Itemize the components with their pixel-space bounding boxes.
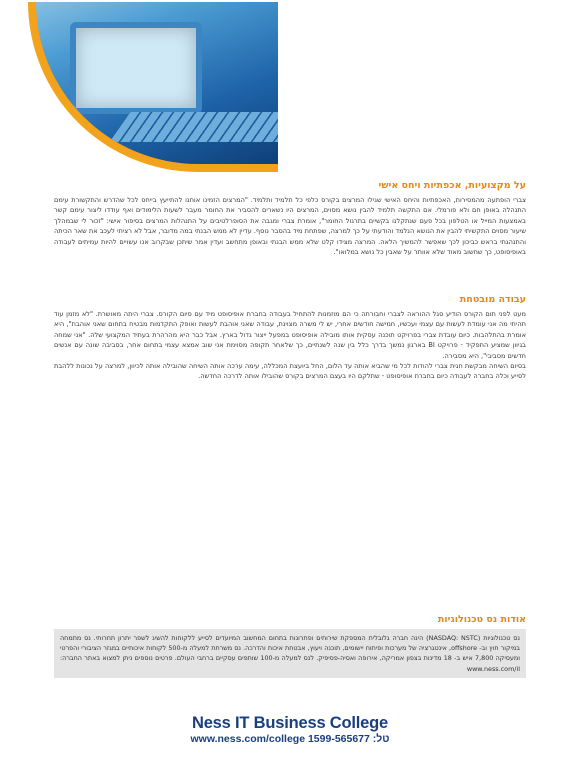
section-professionalism [54,180,526,257]
about-text: נס טכנולוגיות (NASDAQ: NSTC) הינה חברה גלובלית המספקת שירותים ופתרונות בתחום המחשוב המיועדים לסייע ללקוחות להשיג לשפר יתרון תחרותי. נס מתמחה במיקור חוץ וב- offshore, אינטגרציה של מערכות ופיתוח יישומים, תוכנה ויעוץ, אבטחת איכות והדרכה. נס משרתת למעלה מ-500 לקוחות איכותיים במגזר הציבורי והפרטי ומעסיקה 7,800 איש ב- 18 מדינות בצפון אמריקה, אירופה ואסיה-פסיפיק. לנס למעלה מ-100 שותפים עסקיים ברחבי העולם. פרטים נוספים ניתן למצוא באתר החברה: www.ness.com/il [60,634,521,673]
section-paragraph: מעט לפני תום הקורס הודיע סגל ההוראה לצברי וחבורתה כי הם מוזמנות להתחיל בעבודה בחברת אופיסופט מיד עם סיום הקורס. צברי היתה מאושרת. "לא מזמן עוד תהיתי מה אני עומדת לעשות עם עצמי ועכשיו, חמישה חודשים אחרי, יש לי משרה מצוינת, עבודה שאני אוהבת לעשות ואופק התקדמות מבטיח בתחום שאני אוהבת", היא אומרת בהתלהבות. כיום עובדת צברי בפרויקט תוכנה עסקית אותו מובילה אופיסופט במפעל ייצור גדול בארץ. אבל כבר היא מהרהרת בעתיד המקצועי שלה. "אני שמחה בגיוון שמציע התפקיד - פרויקט BI בארגון נמשך בדרך כלל בין שנה לשנתיים, כך שלאחר תקופה מסוימת אני שוב אמצא עצמי בתחום אחר, בסביבה שונה עם אנשים חדשים מסביבי", היא מסבירה. [54,310,526,360]
college-contact: www.ness.com/college 1599-565677 :טל [190,733,390,745]
hero-image [28,2,292,172]
college-name: Ness IT Business College [191,714,389,732]
section-heading: עבודה מובטחת [459,294,526,305]
photo-frame [28,2,278,172]
about-box [54,629,526,678]
section-paragraph: צברי הופתעה מהמסירות, האכפתיות והיחס האישי שגילו המרצים בקורס כלפי כל תלמיד ותלמיד. "המרצים הזמינו אותנו להתייעץ בייחס לכל שהדרש והתקשורת עימם התנהלה באופן חם ולא פורמלי. אם התקשה תלמיד להבין נושא מסוים, המרצים היו נשארים להסביר את החומר מעבר לשעות הלימודים ואף עודדו ליצור עימם קשר באמצעות המייל או הטלפון בכל פעם שנתקלנו בקשיים בתרגול החומר", אומרת צברי ומגבה את הסופרלטיבים על התנהלות המרצים בסיפור אישי: "זכור לי שבמהלך שיעור מסוים התקשיתי להבין את הנושא הנלמד והודעתי על כך למרצה, שפתחת מיד בהסבר נוסף. עדיין לא ממש הבנתי במה מדובר, אבל לא רציתי לעכב את שאר הכיתה והתנהגתי בראש כביכון לכך שאפשר להמשיך הלאה. המרצה מצידו קלט שלא ממש הבנתי ובאופן מתחשב ועדין אמר שיתכן שבקרוב אנו עשויים להיות עמיתים לעבודה באופיסופט, כך שחשוב מאוד שלא אוותר על שאבין כל נושא במלואו". [53,196,526,257]
about-heading: אודות נס טכנולוגיות [437,614,526,625]
keyboard-illustration [109,112,278,142]
section-guaranteed-job [54,294,526,382]
section-about-ness [54,614,526,678]
monitor-illustration [70,22,202,114]
section-paragraph: בסיום השיחה מבקשת חגית צברי להודות לכל מי שהביא אותה עד הלום, החל ביועצת המכללה, עימה ערכה אותה השיחה שהובילה אותה לכיוון, למרצה על נכונות ללהבת לסייע וכלה בחברה לעבודה כיום בחברת אופיסופט - שתלקם היו בעצם המרצים בקורס שהובילו אותה לדרכה החדשה. [54,362,526,381]
section-heading: על מקצועיות, אכפתיות ויחס אישי [378,180,526,191]
